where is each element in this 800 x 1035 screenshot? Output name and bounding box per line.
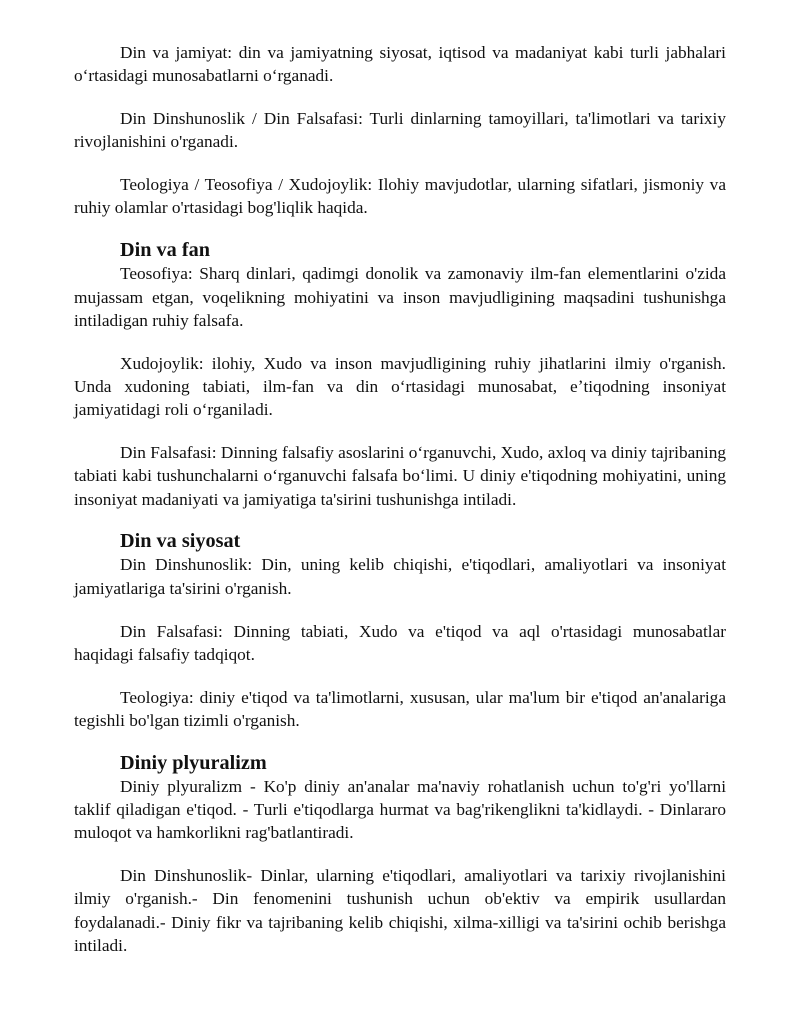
paragraph-xudojoylik: Xudojoylik: ilohiy, Xudo va inson mavjudligining ruhiy jihatlarini ilmiy o'rganish. Unda xudoning tabiati, ilm-fan va din oʻrtasidagi munosabat, eʼtiqodning insoniyat jamiyatidagi roli oʻrganiladi. [74,353,726,420]
paragraph-din-falsafasi: Din Falsafasi: Dinning falsafiy asoslarini oʻrganuvchi, Xudo, axloq va diniy tajribaning tabiati kabi tushunchalarni oʻrganuvchi falsafa boʻlimi. U diniy e'tiqodning mohiyatini, uning insoniyat madaniyati va jamiyatiga ta'sirini tushunishga intiladi. [74,443,726,509]
paragraph-din-va-jamiyat: Din va jamiyat: din va jamiyatning siyosat, iqtisod va madaniyat kabi turli jabhalari oʻrtasidagi munosabatlarni oʻrganadi. [74,43,726,86]
paragraph-teosofiya: Teosofiya: Sharq dinlari, qadimgi donolik va zamonaviy ilm-fan elementlarini o'zida mujassam etgan, voqelikning mohiyatini va inson mavjudligining maqsadini tushunishga intiladigan ruhiy falsafa. [74,264,726,330]
heading-diniy-plyuralizm: Diniy plyuralizm [120,751,267,774]
paragraph-din-dinshunoslik: Din Dinshunoslik / Din Falsafasi: Turli dinlarning tamoyillari, ta'limotlari va tarixiy rivojlanishini o'rganadi. [74,109,726,152]
paragraph-din-dinshunoslik-2: Din Dinshunoslik: Din, uning kelib chiqishi, e'tiqodlari, amaliyotlari va insoniyat jamiyatlariga ta'sirini o'rganish. [74,555,726,598]
paragraph-din-dinshunoslik-3: Din Dinshunoslik- Dinlar, ularning e'tiqodlari, amaliyotlari va tarixiy rivojlanishini ilmiy o'rganish.- Din fenomenini tushunish uchun ob'ektiv va empirik usullardan foydalanadi.- Diniy fikr va tajribaning kelib chiqishi, xilma-xilligi va ta'sirini ochib berishga intiladi. [74,866,726,956]
paragraph-teologiya-teosofiya: Teologiya / Teosofiya / Xudojoylik: Ilohiy mavjudotlar, ularning sifatlari, jismoniy va ruhiy olamlar o'rtasidagi bog'liqlik haqida. [74,175,726,218]
paragraph-diniy-plyuralizm: Diniy plyuralizm - Ko'p diniy an'analar ma'naviy rohatlanish uchun to'g'ri yo'llarni taklif qiladigan e'tiqod. - Turli e'tiqodlarga hurmat va bag'rikenglikni ta'kidlaydi. - Dinlararo muloqot va hamkorlikni rag'batlantiradi. [74,776,726,843]
heading-din-va-fan: Din va fan [120,239,210,262]
paragraph-din-falsafasi-2: Din Falsafasi: Dinning tabiati, Xudo va e'tiqod va aql o'rtasidagi munosabatlar haqidagi falsafiy tadqiqot. [74,621,726,664]
paragraph-teologiya: Teologiya: diniy e'tiqod va ta'limotlarni, xususan, ular ma'lum bir e'tiqod an'analariga tegishli bo'lgan tizimli o'rganish. [74,687,726,730]
heading-din-va-siyosat: Din va siyosat [120,530,241,553]
